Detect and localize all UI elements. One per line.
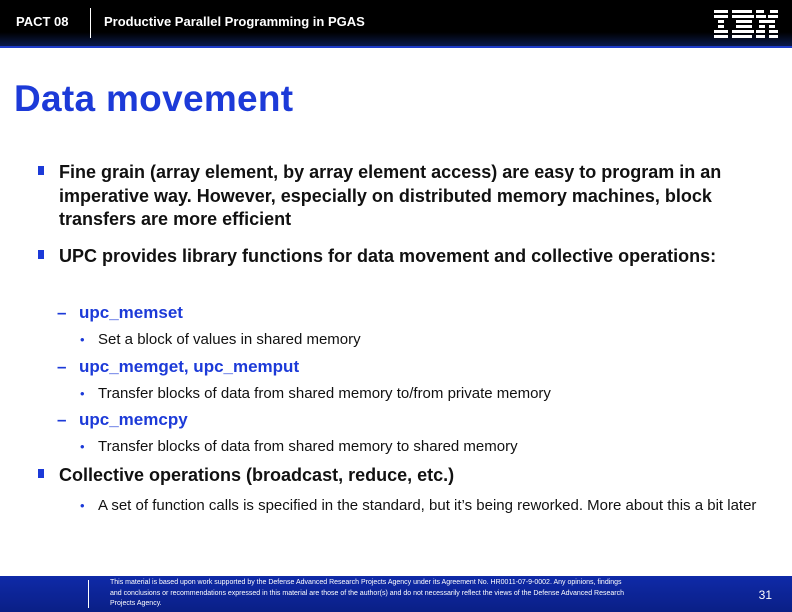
- detail-text: A set of function calls is specified in the standard, but it’s being reworked. More about this a bit later: [98, 497, 757, 514]
- detail-collective: [80, 496, 763, 515]
- square-bullet-icon: [38, 166, 44, 175]
- detail-upc-memget: [80, 384, 763, 403]
- funding-disclaimer: This material is based upon work supported by the Defense Advanced Research Projects Agency under its Agreement No. HR0011-07-9-0002. Any opinions, findings and conclusions or recommendations expressed in this material are those of the author(s) and do not necessarily reflect the views of the Defense Advanced Research Projects Agency.: [110, 579, 625, 607]
- detail-upc-memset: [80, 330, 763, 349]
- detail-text: Transfer blocks of data from shared memory to shared memory: [98, 438, 518, 455]
- dot-bullet-icon: •: [80, 439, 85, 454]
- dot-bullet-icon: •: [80, 332, 85, 347]
- sub-bullet-text: upc_memset: [79, 303, 183, 322]
- square-bullet-icon: [38, 250, 44, 259]
- detail-text: Set a block of values in shared memory: [98, 331, 361, 348]
- bullet-text: Fine grain (array element, by array element access) are easy to program in an imperative way. However, especially on distributed memory machines, block transfers are more efficient: [59, 162, 722, 229]
- sub-bullet-upc-memget: [57, 357, 759, 377]
- dot-bullet-icon: •: [80, 498, 85, 513]
- bullet-text: Collective operations (broadcast, reduce, etc.): [59, 465, 455, 485]
- dash-icon: –: [57, 357, 67, 376]
- ibm-logo-icon: [714, 8, 780, 46]
- dash-icon: –: [57, 410, 67, 429]
- bullet-upc-library: [59, 245, 759, 269]
- sub-bullet-text: upc_memcpy: [79, 410, 188, 429]
- bullet-collective: [59, 464, 759, 488]
- event-label: PACT 08: [16, 14, 69, 29]
- dash-icon: –: [57, 303, 67, 322]
- bullet-fine-grain: [59, 161, 759, 232]
- page-number: 31: [758, 588, 772, 602]
- footer-divider: [88, 580, 89, 608]
- slide-header: [0, 0, 792, 48]
- header-divider: [90, 8, 91, 38]
- slide-title: Data movement: [14, 78, 294, 119]
- bullet-text: UPC provides library functions for data movement and collective operations:: [59, 246, 717, 266]
- sub-bullet-text: upc_memget, upc_memput: [79, 357, 300, 376]
- dot-bullet-icon: •: [80, 386, 85, 401]
- detail-text: Transfer blocks of data from shared memory to/from private memory: [98, 385, 551, 402]
- square-bullet-icon: [38, 469, 44, 478]
- course-title: Productive Parallel Programming in PGAS: [104, 14, 365, 29]
- detail-upc-memcpy: [80, 437, 763, 456]
- sub-bullet-upc-memset: [57, 303, 759, 323]
- slide-footer: [0, 576, 792, 612]
- sub-bullet-upc-memcpy: [57, 410, 759, 430]
